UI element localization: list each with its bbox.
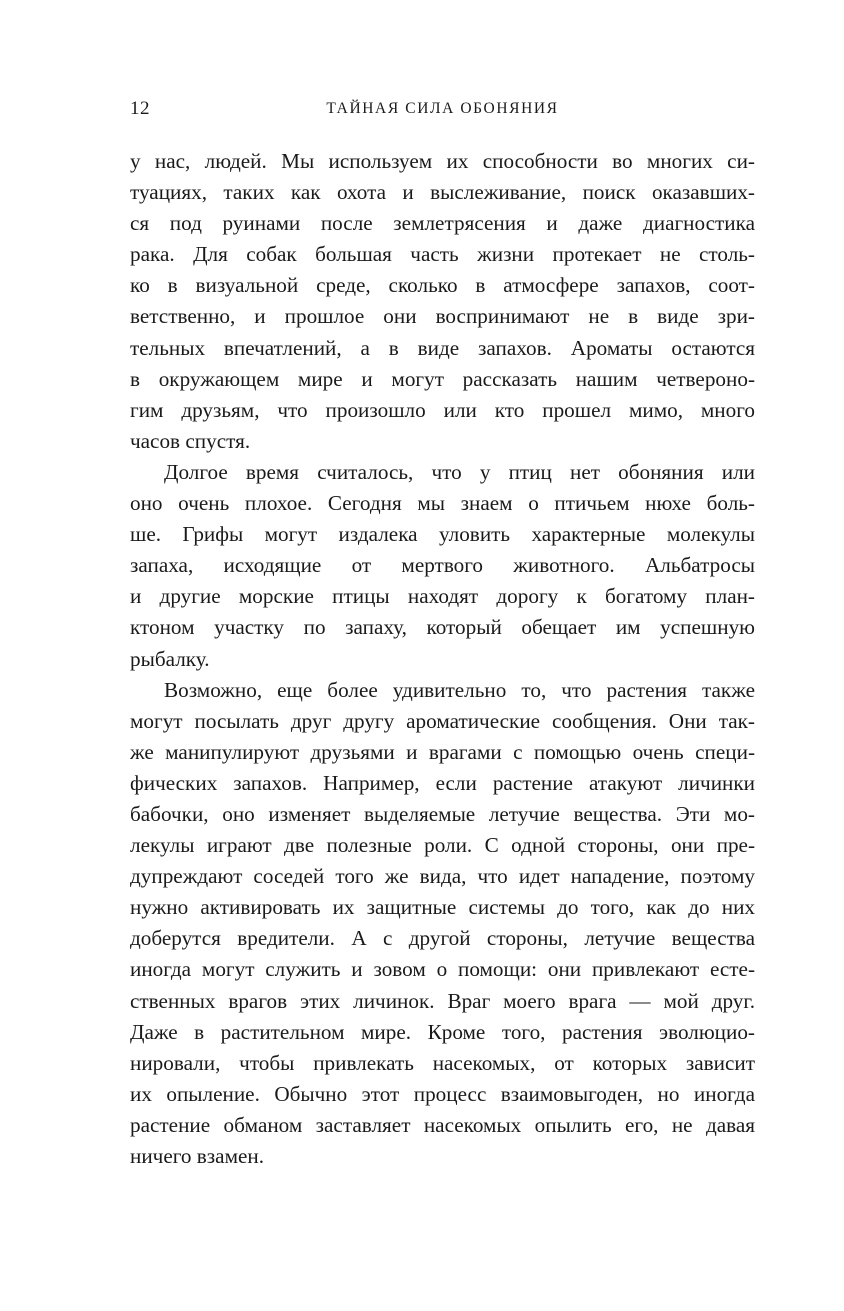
text-line: и другие морские птицы находят дорогу к богатому план- bbox=[130, 584, 755, 609]
text-line: ственных врагов этих личинок. Враг моего врага — мой друг. bbox=[130, 988, 755, 1013]
text-line: же манипулируют друзьями и врагами с помощью очень специ- bbox=[130, 739, 755, 764]
text-line: нировали, чтобы привлекать насекомых, от которых зависит bbox=[130, 1050, 755, 1075]
text-line: часов спустя. bbox=[130, 428, 251, 453]
text-line: запаха, исходящие от мертвого животного. Альбатросы bbox=[130, 553, 755, 578]
text-line: фических запахов. Например, если растение атакуют личинки bbox=[130, 770, 755, 795]
paragraph bbox=[130, 146, 755, 457]
text-line: ко в визуальной среде, сколько в атмосфере запахов, соот- bbox=[130, 273, 755, 298]
running-header bbox=[130, 98, 755, 128]
text-line: нужно активировать их защитные системы до того, как до них bbox=[130, 895, 755, 920]
text-line: дупреждают соседей того же вида, что идет нападение, поэтому bbox=[130, 864, 755, 889]
text-line: растение обманом заставляет насекомых опылить его, не давая bbox=[130, 1112, 755, 1137]
body-text bbox=[130, 146, 755, 1172]
text-line: туациях, таких как охота и выслеживание, поиск оказавших- bbox=[130, 180, 755, 205]
paragraph bbox=[130, 457, 755, 675]
text-line: доберутся вредители. А с другой стороны, летучие вещества bbox=[130, 926, 755, 951]
text-line: могут посылать друг другу ароматические сообщения. Они так- bbox=[130, 708, 755, 733]
text-line: ше. Грифы могут издалека уловить характерные молекулы bbox=[130, 522, 755, 547]
running-title: ТАЙНАЯ СИЛА ОБОНЯНИЯ bbox=[326, 100, 559, 117]
text-line: рака. Для собак большая часть жизни протекает не столь- bbox=[130, 242, 755, 267]
text-line: гим друзьям, что произошло или кто прошел мимо, много bbox=[130, 397, 755, 422]
text-line: ветственно, и прошлое они воспринимают не в виде зри- bbox=[130, 304, 755, 329]
text-line: у нас, людей. Мы используем их способности во многих си- bbox=[130, 149, 755, 173]
text-line: тельных впечатлений, а в виде запахов. Ароматы остаются bbox=[130, 335, 755, 360]
text-line: их опыление. Обычно этот процесс взаимовыгоден, но иногда bbox=[130, 1081, 755, 1106]
text-line: ктоном участку по запаху, который обещает им успешную bbox=[130, 615, 755, 640]
text-line: Возможно, еще более удивительно то, что растения также bbox=[164, 677, 755, 702]
text-line: иногда могут служить и зовом о помощи: они привлекают есте- bbox=[130, 957, 755, 982]
paragraph bbox=[130, 675, 755, 1173]
text-line: ничего взамен. bbox=[130, 1144, 265, 1168]
text-line: рыбалку. bbox=[130, 646, 210, 671]
text-line: лекулы играют две полезные роли. С одной стороны, они пре- bbox=[130, 833, 755, 858]
text-line: Долгое время считалось, что у птиц нет обоняния или bbox=[164, 459, 755, 484]
page-number: 12 bbox=[130, 98, 150, 119]
text-line: бабочки, оно изменяет выделяемые летучие вещества. Эти мо- bbox=[130, 801, 755, 826]
text-line: в окружающем мире и могут рассказать нашим четвероно- bbox=[130, 366, 755, 391]
text-line: Даже в растительном мире. Кроме того, растения эволюцио- bbox=[130, 1019, 755, 1044]
text-line: ся под руинами после землетрясения и даже диагностика bbox=[130, 211, 755, 236]
text-line: оно очень плохое. Сегодня мы знаем о птичьем нюхе боль- bbox=[130, 491, 755, 516]
